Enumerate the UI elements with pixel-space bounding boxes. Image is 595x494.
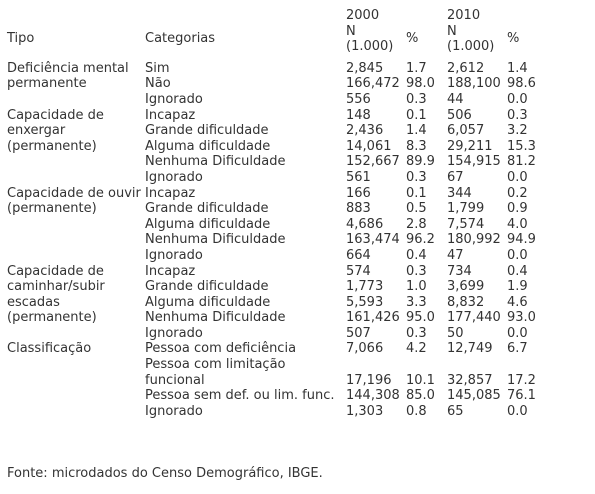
table-header	[7, 8, 587, 55]
row-categoria: Sim	[145, 60, 170, 76]
header-pct-2000: %	[406, 31, 419, 47]
cell-pct-2010: 4.0	[507, 216, 528, 232]
cell-pct-2010: 76.1	[507, 388, 536, 404]
cell-n-2000: 163,474	[346, 232, 400, 248]
cell-pct-2000: 89.9	[406, 154, 435, 170]
cell-n-2010: 50	[447, 325, 464, 341]
cell-pct-2010: 0.0	[507, 325, 528, 341]
cell-pct-2010: 0.4	[507, 263, 528, 279]
cell-pct-2010: 0.0	[507, 403, 528, 419]
cell-n-2010: 12,749	[447, 341, 493, 357]
cell-pct-2010: 98.6	[507, 76, 536, 92]
cell-n-2010: 188,100	[447, 76, 501, 92]
cell-pct-2000: 1.0	[406, 279, 427, 295]
row-categoria: Ignorado	[145, 247, 203, 263]
cell-n-2000: 4,686	[346, 216, 384, 232]
row-tipo: Capacidade de enxergar (permanente)	[7, 107, 104, 154]
row-categoria: Incapaz	[145, 107, 196, 123]
cell-pct-2000: 3.3	[406, 294, 427, 310]
cell-n-2010: 3,699	[447, 279, 485, 295]
cell-pct-2010: 1.4	[507, 60, 528, 76]
cell-pct-2000: 0.4	[406, 247, 427, 263]
cell-pct-2000: 0.1	[406, 185, 427, 201]
cell-pct-2010: 15.3	[507, 138, 536, 154]
cell-pct-2010: 0.2	[507, 185, 528, 201]
cell-n-2000: 148	[346, 107, 371, 123]
cell-n-2010: 8,832	[447, 294, 485, 310]
cell-pct-2000: 0.3	[406, 169, 427, 185]
cell-n-2000: 161,426	[346, 310, 400, 326]
row-tipo: Capacidade de caminhar/subir escadas (permanente)	[7, 263, 105, 326]
row-categoria: Grande dificuldade	[145, 123, 269, 139]
cell-n-2000: 152,667	[346, 154, 400, 170]
row-categoria: Ignorado	[145, 325, 203, 341]
header-n-2010: N	[447, 23, 457, 39]
cell-pct-2010: 94.9	[507, 232, 536, 248]
cell-pct-2000: 2.8	[406, 216, 427, 232]
cell-n-2010: 734	[447, 263, 472, 279]
header-categorias: Categorias	[145, 31, 216, 47]
cell-pct-2000: 98.0	[406, 76, 435, 92]
row-categoria: Ignorado	[145, 169, 203, 185]
row-categoria: Grande dificuldade	[145, 279, 269, 295]
cell-n-2010: 29,211	[447, 138, 493, 154]
census-table	[7, 8, 587, 419]
header-year-row	[7, 8, 587, 24]
header-pct-2010: %	[507, 31, 520, 47]
header-year-2010: 2010	[447, 8, 481, 23]
row-categoria: Nenhuma Dificuldade	[145, 232, 286, 248]
cell-pct-2010: 17.2	[507, 372, 536, 388]
cell-n-2000: 166	[346, 185, 371, 201]
cell-pct-2000: 0.5	[406, 201, 427, 217]
cell-pct-2000: 0.3	[406, 91, 427, 107]
row-tipo: Capacidade de ouvir (permanente)	[7, 185, 141, 217]
row-categoria: Alguma dificuldade	[145, 138, 271, 154]
cell-n-2010: 32,857	[447, 372, 493, 388]
cell-n-2000: 507	[346, 325, 371, 341]
cell-n-2000: 17,196	[346, 372, 392, 388]
table-row	[7, 264, 587, 280]
table-row	[7, 186, 587, 202]
cell-n-2000: 166,472	[346, 76, 400, 92]
cell-pct-2010: 6.7	[507, 341, 528, 357]
table-row	[7, 341, 587, 357]
row-categoria: Pessoa com limitação funcional	[145, 357, 286, 388]
cell-n-2000: 1,773	[346, 279, 384, 295]
cell-n-2000: 2,845	[346, 60, 384, 76]
cell-pct-2000: 85.0	[406, 388, 435, 404]
cell-pct-2000: 0.1	[406, 107, 427, 123]
row-categoria: Alguma dificuldade	[145, 294, 271, 310]
cell-n-2000: 561	[346, 169, 371, 185]
cell-pct-2010: 0.0	[507, 91, 528, 107]
row-tipo: Classificação	[7, 341, 92, 357]
row-categoria: Nenhuma Dificuldade	[145, 154, 286, 170]
table-body	[7, 55, 587, 420]
row-categoria: Ignorado	[145, 403, 203, 419]
row-categoria: Nenhuma Dificuldade	[145, 310, 286, 326]
header-n-row	[7, 24, 587, 40]
cell-n-2010: 7,574	[447, 216, 485, 232]
cell-pct-2010: 1.9	[507, 279, 528, 295]
header-year-2000: 2000	[346, 8, 380, 23]
cell-n-2000: 5,593	[346, 294, 384, 310]
header-unit-2000: (1.000)	[346, 39, 394, 55]
cell-n-2010: 154,915	[447, 154, 501, 170]
cell-n-2010: 47	[447, 247, 464, 263]
cell-n-2010: 6,057	[447, 123, 485, 139]
cell-n-2010: 344	[447, 185, 472, 201]
table-row	[7, 61, 587, 77]
cell-pct-2000: 10.1	[406, 372, 435, 388]
cell-n-2010: 67	[447, 169, 464, 185]
row-categoria: Grande dificuldade	[145, 201, 269, 217]
row-tipo: Deficiência mental permanente	[7, 60, 129, 92]
cell-pct-2010: 81.2	[507, 154, 536, 170]
source-note: Fonte: microdados do Censo Demográfico, IBGE.	[7, 466, 323, 481]
cell-pct-2000: 0.3	[406, 325, 427, 341]
cell-pct-2010: 0.9	[507, 201, 528, 217]
cell-pct-2010: 4.6	[507, 294, 528, 310]
cell-pct-2000: 1.4	[406, 123, 427, 139]
cell-n-2010: 44	[447, 91, 464, 107]
cell-n-2000: 2,436	[346, 123, 384, 139]
cell-n-2000: 7,066	[346, 341, 384, 357]
row-categoria: Pessoa com deficiência	[145, 341, 297, 357]
cell-pct-2010: 0.0	[507, 247, 528, 263]
cell-pct-2010: 0.0	[507, 169, 528, 185]
cell-pct-2000: 1.7	[406, 60, 427, 76]
table-row	[7, 108, 587, 124]
cell-n-2000: 1,303	[346, 403, 384, 419]
cell-n-2000: 664	[346, 247, 371, 263]
cell-n-2010: 145,085	[447, 388, 501, 404]
row-categoria: Pessoa sem def. ou lim. func.	[145, 388, 335, 404]
cell-n-2000: 556	[346, 91, 371, 107]
cell-n-2010: 177,440	[447, 310, 501, 326]
header-unit-2010: (1.000)	[447, 39, 495, 55]
cell-n-2010: 1,799	[447, 201, 485, 217]
cell-n-2010: 180,992	[447, 232, 501, 248]
header-n-2000: N	[346, 23, 356, 39]
cell-pct-2010: 3.2	[507, 123, 528, 139]
cell-n-2000: 574	[346, 263, 371, 279]
header-tipo: Tipo	[7, 31, 35, 47]
row-categoria: Não	[145, 76, 171, 92]
row-categoria: Alguma dificuldade	[145, 216, 271, 232]
cell-n-2000: 14,061	[346, 138, 392, 154]
cell-pct-2000: 4.2	[406, 341, 427, 357]
cell-pct-2010: 93.0	[507, 310, 536, 326]
cell-n-2010: 2,612	[447, 60, 485, 76]
cell-n-2000: 883	[346, 201, 371, 217]
cell-pct-2000: 95.0	[406, 310, 435, 326]
cell-pct-2000: 96.2	[406, 232, 435, 248]
row-categoria: Incapaz	[145, 263, 196, 279]
row-categoria: Ignorado	[145, 91, 203, 107]
cell-n-2010: 506	[447, 107, 472, 123]
cell-n-2000: 144,308	[346, 388, 400, 404]
cell-pct-2000: 0.8	[406, 403, 427, 419]
cell-pct-2000: 8.3	[406, 138, 427, 154]
row-categoria: Incapaz	[145, 185, 196, 201]
cell-n-2010: 65	[447, 403, 464, 419]
cell-pct-2000: 0.3	[406, 263, 427, 279]
cell-pct-2010: 0.3	[507, 107, 528, 123]
